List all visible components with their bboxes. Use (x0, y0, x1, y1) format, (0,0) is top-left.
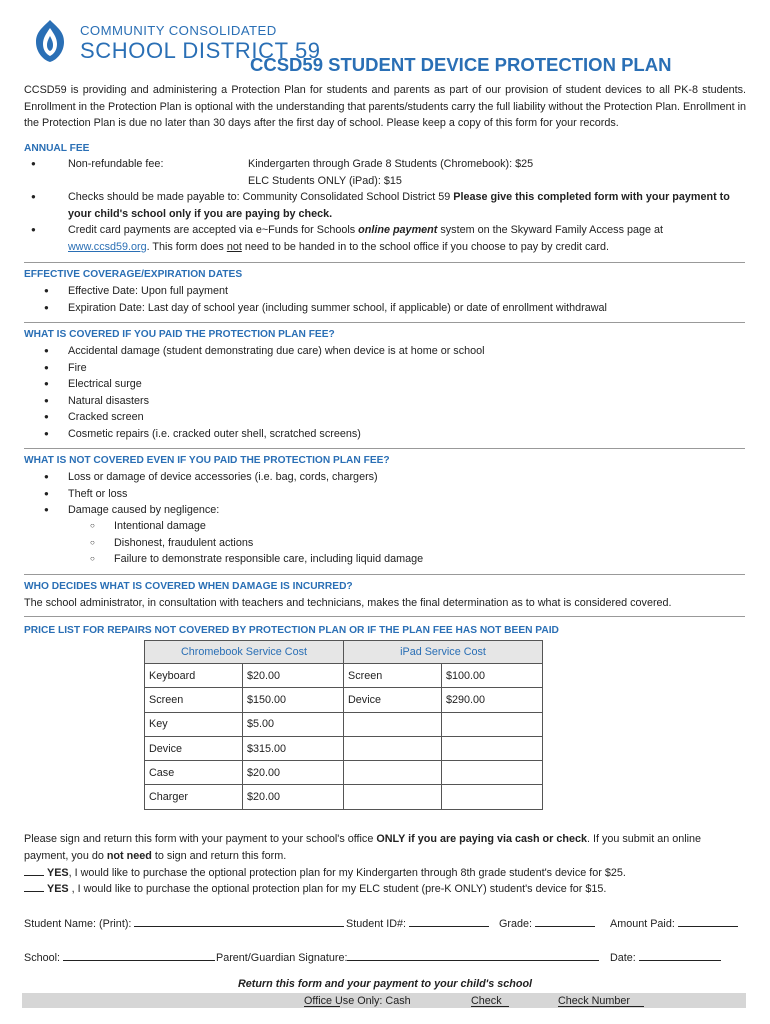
ipad-header: iPad Service Cost (344, 641, 543, 664)
table-cell: $100.00 (442, 664, 543, 688)
credit-item (20, 222, 746, 255)
online-payment-text: online payment (358, 224, 438, 236)
table-cell: $20.00 (243, 761, 344, 785)
divider (24, 322, 745, 323)
torch-flame-icon (28, 18, 72, 64)
amount-paid-label: Amount Paid: (610, 918, 678, 930)
check-line[interactable] (471, 995, 509, 1007)
coverage-list (44, 283, 744, 316)
table-cell (442, 736, 543, 760)
cash-line[interactable] (304, 995, 340, 1007)
office-use-label: Office Use Only: Cash (304, 995, 411, 1007)
fee-row-elc (20, 173, 746, 190)
yes-label: YES (47, 867, 69, 879)
divider (24, 262, 745, 263)
sub-list-item: ○ Failure to demonstrate responsible care, including liquid damage (44, 551, 744, 568)
table-cell: Screen (344, 664, 442, 688)
logo-line-1: COMMUNITY CONSOLIDATED (80, 23, 277, 38)
yes-k8-line (24, 864, 746, 882)
table-row (145, 712, 543, 736)
date-field[interactable] (610, 949, 721, 964)
decides-text: The school administrator, in consultation with teachers and technicians, makes the final determination as to what is considered covered. (24, 597, 672, 609)
instructions-text-3: to sign and return this form. (151, 849, 287, 862)
list-item: ● Damage caused by negligence: (44, 502, 744, 519)
credit-text-1: Credit card payments are accepted via e~Funds for Schools (68, 224, 359, 236)
school-label: School: (24, 952, 64, 964)
bullet-icon: ● (31, 225, 36, 234)
list-item: ● Electrical surge (44, 376, 744, 393)
table-cell: Keyboard (145, 664, 243, 688)
table-cell: Case (145, 761, 243, 785)
return-note: Return this form and your payment to your child's school (237, 978, 533, 990)
table-cell: Key (145, 712, 243, 736)
table-cell (344, 736, 442, 760)
bullet-icon: ● (31, 192, 36, 201)
decides-heading: WHO DECIDES WHAT IS COVERED WHEN DAMAGE IS INCURRED? (24, 581, 353, 592)
student-id-label: Student ID#: (346, 918, 410, 930)
list-item: ● Natural disasters (44, 393, 744, 410)
table-row (145, 761, 543, 785)
list-item: ● Effective Date: Upon full payment (44, 283, 744, 300)
table-row (145, 736, 543, 760)
yes-k8-checkbox-line[interactable] (24, 864, 44, 876)
annual-fee-heading: ANNUAL FEE (24, 143, 90, 154)
school-field[interactable] (24, 949, 215, 964)
coverage-heading: EFFECTIVE COVERAGE/EXPIRATION DATES (24, 269, 243, 280)
list-item: ● Cosmetic repairs (i.e. cracked outer shell, scratched screens) (44, 426, 744, 443)
student-name-field[interactable] (24, 915, 344, 930)
amount-paid-line[interactable] (678, 915, 738, 927)
student-name-label: Student Name: (Print): (24, 918, 135, 930)
price-list-heading: PRICE LIST FOR REPAIRS NOT COVERED BY PROTECTION PLAN OR IF THE PLAN FEE HAS NOT BEEN PAID (24, 625, 559, 636)
table-cell: Device (145, 736, 243, 760)
check-number-label: Check Number (558, 995, 631, 1007)
page-title: CCSD59 STUDENT DEVICE PROTECTION PLAN (250, 54, 672, 75)
price-table-header (145, 641, 543, 664)
list-item: ● Expiration Date: Last day of school year (including summer school, if applicable) or date of enrollment withdrawal (44, 300, 744, 317)
credit-text-2: system on the Skyward Family Access page at (437, 224, 664, 236)
yes-elc-line (24, 880, 746, 898)
table-row (145, 785, 543, 809)
grade-label: Grade: (499, 918, 536, 930)
list-item: ● Accidental damage (student demonstrating due care) when device is at home or school (44, 343, 744, 360)
list-item: ● Loss or damage of device accessories (i.e. bag, cords, chargers) (44, 469, 744, 486)
table-row (145, 664, 543, 688)
date-label: Date: (610, 952, 639, 964)
credit-text-4: need to be handed in to the school office if you choose to pay by credit card. (241, 240, 609, 253)
table-cell (344, 761, 442, 785)
table-cell: $5.00 (243, 712, 344, 736)
amount-paid-field[interactable] (610, 915, 738, 930)
bullet-icon: ● (31, 159, 36, 168)
table-cell: Charger (145, 785, 243, 809)
table-row (145, 688, 543, 712)
yes-k8-text: , I would like to purchase the optional protection plan for my Kindergarten through 8th grade student's device for $25. (68, 867, 626, 879)
divider (24, 574, 745, 575)
divider (24, 616, 745, 617)
district-logo (28, 18, 321, 68)
date-line[interactable] (639, 949, 721, 961)
fee-k8: Kindergarten through Grade 8 Students (Chromebook): $25 (248, 158, 534, 170)
sub-list-item: ○ Dishonest, fraudulent actions (44, 535, 744, 552)
not-covered-heading: WHAT IS NOT COVERED EVEN IF YOU PAID THE PROTECTION PLAN FEE? (24, 455, 390, 466)
grade-line[interactable] (535, 915, 595, 927)
parent-signature-field[interactable] (216, 949, 599, 964)
fee-row-k8 (20, 156, 746, 173)
office-use-bar (22, 993, 746, 1008)
table-cell: Device (344, 688, 442, 712)
not-text: not (226, 240, 242, 253)
school-line[interactable] (63, 949, 215, 961)
checks-bold: Please give this completed form with your payment to your child's school only if you are paying by check. (68, 191, 730, 220)
covered-list (44, 343, 744, 442)
intro-paragraph: CCSD59 is providing and administering a Protection Plan for students and parents as part of our provision of student devices to all PK-8 students. Enrollment in the Protection Plan is optional with the understanding that parents/students carry the full liability without the Protection Plan. Enrollment in the Protection Plan is due no later than 30 days after the first day of school. Please keep a copy of this form for your records. (24, 84, 746, 129)
table-cell: $20.00 (243, 785, 344, 809)
grade-field[interactable] (499, 915, 595, 930)
table-cell: $315.00 (243, 736, 344, 760)
check-number-line[interactable] (558, 995, 644, 1007)
student-id-field[interactable] (346, 915, 489, 930)
credit-text-3: . This form does (146, 240, 227, 253)
yes-elc-checkbox-line[interactable] (24, 880, 44, 892)
check-label: Check (471, 995, 502, 1007)
not-covered-list (44, 469, 744, 519)
checks-text: Checks should be made payable to: Community Consolidated School District 59 (68, 191, 454, 203)
instructions-text-1: Please sign and return this form with your payment to your school's office (24, 833, 377, 845)
table-cell: $150.00 (243, 688, 344, 712)
instructions-paragraph (24, 831, 746, 864)
table-cell (442, 761, 543, 785)
instructions-text-2: . If you submit an online payment, you do (24, 833, 702, 862)
table-cell: $20.00 (243, 664, 344, 688)
yes-label: YES (47, 883, 69, 895)
fee-label: Non-refundable fee: (68, 158, 164, 170)
instructions-bold-1: ONLY if you are paying via cash or check (376, 833, 587, 845)
sub-list-item: ○ Intentional damage (44, 518, 744, 535)
divider (24, 448, 745, 449)
parent-signature-label: Parent/Guardian Signature: (216, 952, 348, 964)
table-cell (344, 712, 442, 736)
parent-signature-line[interactable] (347, 949, 599, 961)
table-cell (442, 785, 543, 809)
instructions-bold-2: not need (106, 849, 152, 862)
list-item: ● Fire (44, 360, 744, 377)
price-table (144, 640, 543, 810)
district-website-link[interactable]: www.ccsd59.org (68, 240, 147, 253)
chromebook-header: Chromebook Service Cost (145, 641, 344, 664)
student-name-line[interactable] (134, 915, 344, 927)
covered-heading: WHAT IS COVERED IF YOU PAID THE PROTECTION PLAN FEE? (24, 329, 335, 340)
table-cell: $290.00 (442, 688, 543, 712)
negligence-sub-list (44, 518, 744, 568)
list-item: ● Cracked screen (44, 409, 744, 426)
table-cell (442, 712, 543, 736)
student-id-line[interactable] (409, 915, 489, 927)
checks-item (20, 189, 746, 222)
table-cell (344, 785, 442, 809)
yes-elc-text: , I would like to purchase the optional protection plan for my ELC student (pre-K ONLY) student's device for $15. (68, 883, 607, 895)
list-item: ● Theft or loss (44, 486, 744, 503)
fee-elc: ELC Students ONLY (iPad): $15 (248, 174, 402, 187)
table-cell: Screen (145, 688, 243, 712)
logo-line-2: SCHOOL DISTRICT 59 (80, 38, 321, 63)
annual-fee-section (20, 156, 746, 255)
